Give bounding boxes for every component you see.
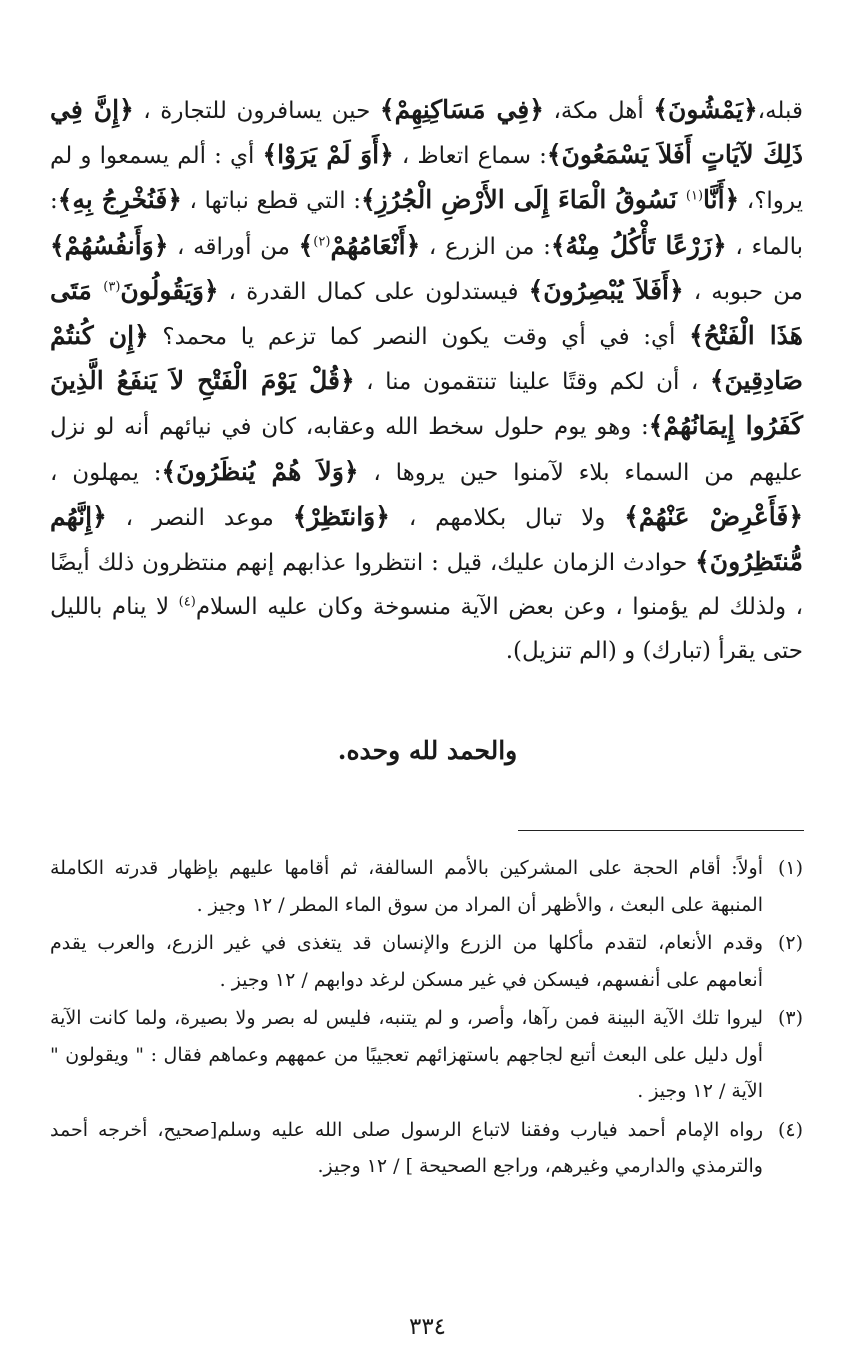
commentary-segment: لا ينام بالليل حتى يقرأ (تبارك) و (الم تنزيل).: [50, 594, 803, 665]
quran-quote: مَتَى هَذَا الْفَتْحُ﴾: [50, 275, 803, 351]
closing-praise: والحمد لله وحده.: [337, 736, 518, 765]
quran-quote: ﴿فِي مَسَاكِنِهِمْ﴾: [379, 95, 544, 124]
footnote-text: أولاً: أقام الحجة على المشركين بالأمم السالفة، ثم أقامها عليهم بإظهار قدرته الكاملة المنبهة على البعث ، والأظهر أن المراد من سوق الماء المطر / ١٢ وجيز .: [50, 857, 763, 916]
footnote-marker[interactable]: (٣): [103, 279, 121, 295]
commentary-segment: من حبوبه ،: [683, 278, 803, 305]
footnote: [50, 850, 803, 923]
footnotes-section: [50, 850, 803, 1187]
quran-quote: ﴿إِنَّ فِي ذَلِكَ لآيَاتٍ أَفَلاَ يَسْمَعُونَ﴾: [50, 95, 804, 170]
footnote-marker[interactable]: (٤): [178, 594, 196, 610]
quran-quote: ﴿فَأَعْرِضْ عَنْهُمْ﴾: [624, 501, 803, 531]
commentary-segment: أهل مكة،: [543, 98, 654, 124]
commentary-segment: : بالماء ،: [50, 188, 803, 260]
quran-quote: ﴾: [298, 230, 314, 260]
quran-quote: ﴿وَأَنفُسُهُمْ﴾: [50, 230, 169, 260]
footnote-number: (١): [777, 857, 803, 879]
commentary-segment: ، أن لكم وقتًا علينا تنتقمون منا ،: [354, 369, 710, 396]
quran-quote: ﴿أَنْعَامُهُمْ: [330, 230, 421, 260]
commentary-segment: أي: في أي وقت يكون النصر كما تزعم يا محمد؟: [148, 324, 690, 351]
page-number: ٣٣٤: [408, 1314, 447, 1340]
footnote-text: وقدم الأنعام، لتقدم مأكلها من الزرع والإنسان قد يتغذى في غير الزرع، والعرب يقدم أنعامهم على أنفسهم، فيسكن في غير مسكن لرغد دوابهم / ١٢ وجيز .: [50, 932, 763, 991]
commentary-segment: فيستدلون على كمال القدرة ،: [218, 278, 529, 305]
quran-quote: نَسُوقُ الْمَاءَ إِلَى الأَرْضِ الْجُرُزِ﴾: [360, 185, 686, 215]
quran-quote: ﴿وَيَقُولُونَ: [120, 275, 219, 305]
quran-quote: ﴿فَنُخْرِجُ بِهِ﴾: [57, 185, 182, 215]
commentary-segment: من أوراقه ،: [168, 233, 299, 260]
commentary-segment: ولا تبال بكلامهم ،: [389, 504, 625, 531]
commentary-text: [50, 88, 803, 674]
commentary-segment: موعد النصر ،: [106, 504, 293, 531]
footnote: [50, 925, 803, 998]
footnote-number: (٤): [777, 1118, 803, 1141]
footnote-marker[interactable]: (٢): [313, 233, 331, 249]
footnote: [50, 1000, 803, 1110]
commentary-segment: : من الزرع ،: [420, 233, 551, 260]
footnote-divider: [518, 830, 804, 831]
commentary-segment: : سماع اتعاظ ،: [393, 143, 547, 170]
quran-quote: ﴿أَوَ لَمْ يَرَوْا﴾: [262, 140, 394, 170]
quran-quote: ﴿أَفَلاَ يُبْصِرُونَ﴾: [528, 275, 684, 305]
quran-quote: ﴿زَرْعًا تَأْكُلُ مِنْهُ﴾: [550, 230, 727, 260]
commentary-segment: حوادث الزمان عليك، قيل : انتظروا عذابهم إنهم منتظرون ذلك أيضًا ، ولذلك لم يؤمنوا ، وعن بعض الآية منسوخة وكان عليه السلام: [50, 550, 804, 621]
footnote-text: رواه الإمام أحمد فيارب وفقنا لاتباع الرسول صلى الله عليه وسلم[صحيح، أخرجه أحمد والترمذي والدارمي وغيرهم، وراجع الصحيحة ] / ١٢ وجيز.: [50, 1118, 763, 1177]
quran-quote: ﴿أَنَّا: [703, 185, 740, 215]
commentary-paragraph: [50, 88, 803, 674]
quran-quote: ﴿وَانتَظِرْ﴾: [292, 501, 390, 531]
footnote-marker[interactable]: (١): [685, 188, 704, 204]
footnote: [50, 1112, 803, 1185]
footnote-number: (٢): [777, 932, 803, 954]
commentary-segment: : يمهلون ،: [50, 459, 162, 486]
quran-quote: ﴿وَلاَ هُمْ يُنظَرُونَ﴾: [161, 456, 359, 486]
commentary-segment: : وهو يوم حلول سخط الله وعقابه، كان في نيائهم أنه لو نزل عليهم من السماء بلاء لآمنوا حين يروها ،: [50, 414, 804, 486]
commentary-segment: حين يسافرون للتجارة ،: [133, 98, 380, 124]
commentary-segment: : التي قطع نباتها ،: [181, 188, 361, 215]
quran-quote: ﴿يَمْشُونَ﴾: [653, 95, 758, 124]
quran-quote: ﴿قُلْ يَوْمَ الْفَتْحِ لاَ يَنفَعُ الَّذِينَ كَفَرُوا إِيمَانُهُمْ﴾: [50, 366, 803, 441]
quran-quote: ﴿إِن كُنتُمْ صَادِقِينَ﴾: [50, 321, 803, 396]
footnote-number: (٣): [777, 1007, 803, 1029]
quran-quote: ﴿إِنَّهُم مُّنتَظِرُونَ﴾: [50, 501, 803, 577]
commentary-segment: قبله،: [757, 98, 803, 124]
commentary-segment: أي : ألم يسمعوا و لم يروا؟،: [50, 143, 803, 215]
footnote-text: ليروا تلك الآية البينة فمن رآها، وأصر، و لم يتنبه، فليس له بصر ولا بصيرة، ولما كانت الآية أول دليل على البعث أتبع لجاجهم باستهزائهم تعجيبًا من عمههم وعماهم فقال : " ويقولون " الآية / ١٢ وجيز .: [50, 1007, 763, 1102]
